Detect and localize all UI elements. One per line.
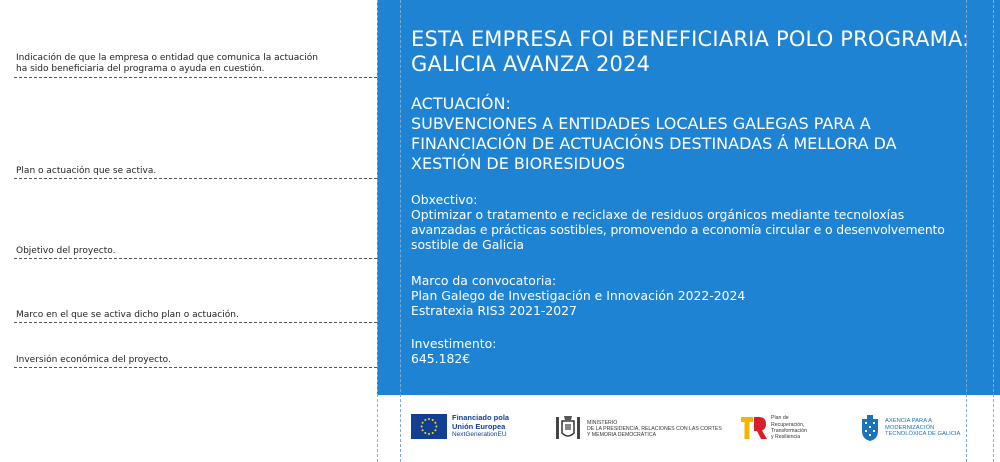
annotation-divider (14, 77, 377, 78)
eu-line3: NextGenerationEU (452, 431, 507, 438)
amtega-logo (861, 415, 960, 441)
eu-logo (411, 413, 509, 439)
objective-line2: avanzadas e prácticas sostibles, promovendo a economía circular e o desenvolvemento (411, 222, 945, 237)
layout-guide (400, 0, 401, 462)
layout-guide (377, 0, 378, 462)
annotation-beneficiary (16, 53, 318, 75)
annotation-beneficiary-line1: Indicación de que la empresa o entidad que comunica la actuación (16, 53, 318, 63)
ministry-line1: MINISTERIO (587, 419, 618, 426)
action-line1: SUBVENCIONES A ENTIDADES LOCALES GALEGAS PARA A (411, 114, 871, 133)
framework-line1: Plan Galego de Investigación e Innovación 2022-2024 (411, 288, 746, 303)
annotation-divider (14, 367, 377, 368)
ministry-line2: DE LA PRESIDENCIA, RELACIONES CON LAS CORTES (587, 425, 722, 432)
annotation-beneficiary-line2: ha sido beneficiaria del programa o ayuda en cuestión. (16, 64, 265, 74)
eu-line1: Financiado pola (452, 413, 510, 422)
objective-label: Obxectivo: (411, 192, 478, 207)
ministry-line3: Y MEMORIA DEMOCRÁTICA (587, 432, 657, 439)
prtr-line4: y Resiliencia (771, 434, 801, 441)
prtr-line2: Recuperación, (771, 421, 805, 428)
annotation-investment: Inversión económica del proyecto. (16, 355, 171, 365)
logos-strip (377, 395, 1000, 462)
investment-value: 645.182€ (411, 351, 471, 366)
action-heading (411, 94, 971, 174)
annotation-framework: Marco en el que se activa dicho plan o actuación. (16, 310, 239, 320)
amtega-line1: AXENCIA PARA A (885, 417, 932, 424)
annotation-divider (14, 178, 377, 179)
framework-block (411, 273, 971, 318)
objective-line3: sostible de Galicia (411, 237, 525, 252)
prtr-line1: Plan de (771, 415, 789, 422)
ministry-logo (553, 415, 722, 443)
framework-line2: Estratexia RIS3 2021-2027 (411, 303, 577, 318)
annotation-plan: Plan o actuación que se activa. (16, 166, 157, 176)
program-title-line2: GALICIA AVANZA 2024 (411, 52, 651, 76)
layout-guide (966, 0, 967, 462)
amtega-line3: TECNOLÓXICA DE GALICIA (885, 431, 961, 438)
annotation-objective: Objetivo del proyecto. (16, 246, 116, 256)
spain-coat-of-arms-icon (553, 415, 583, 443)
galicia-coat-of-arms-icon (861, 415, 879, 441)
action-line3: XESTIÓN DE BIORESIDUOS (411, 154, 626, 173)
framework-label: Marco da convocatoria: (411, 273, 557, 288)
prtr-logo (739, 415, 807, 441)
action-label: ACTUACIÓN: (411, 94, 511, 113)
eu-line2: Unión Europea (452, 422, 506, 431)
investment-label: Investimento: (411, 336, 497, 351)
annotation-divider (14, 322, 377, 323)
action-line2: FINANCIACIÓN DE ACTUACIÓNS DESTINADAS Á MELLORA DA (411, 134, 897, 153)
eu-flag-icon (411, 414, 447, 439)
prtr-line3: Transformación (771, 428, 807, 434)
program-title (411, 27, 971, 77)
layout-guide (993, 0, 994, 462)
amtega-line2: MODERNIZACIÓN (885, 424, 935, 431)
objective-block (411, 192, 991, 252)
objective-line1: Optimizar o tratamento e reciclaxe de residuos orgánicos mediante tecnoloxías (411, 207, 905, 222)
prtr-icon (739, 415, 767, 441)
annotation-divider (14, 258, 377, 259)
investment-block (411, 336, 971, 366)
beneficiary-panel (377, 0, 1000, 395)
program-title-line1: ESTA EMPRESA FOI BENEFICIARIA POLO PROGRAMA: (411, 27, 970, 51)
